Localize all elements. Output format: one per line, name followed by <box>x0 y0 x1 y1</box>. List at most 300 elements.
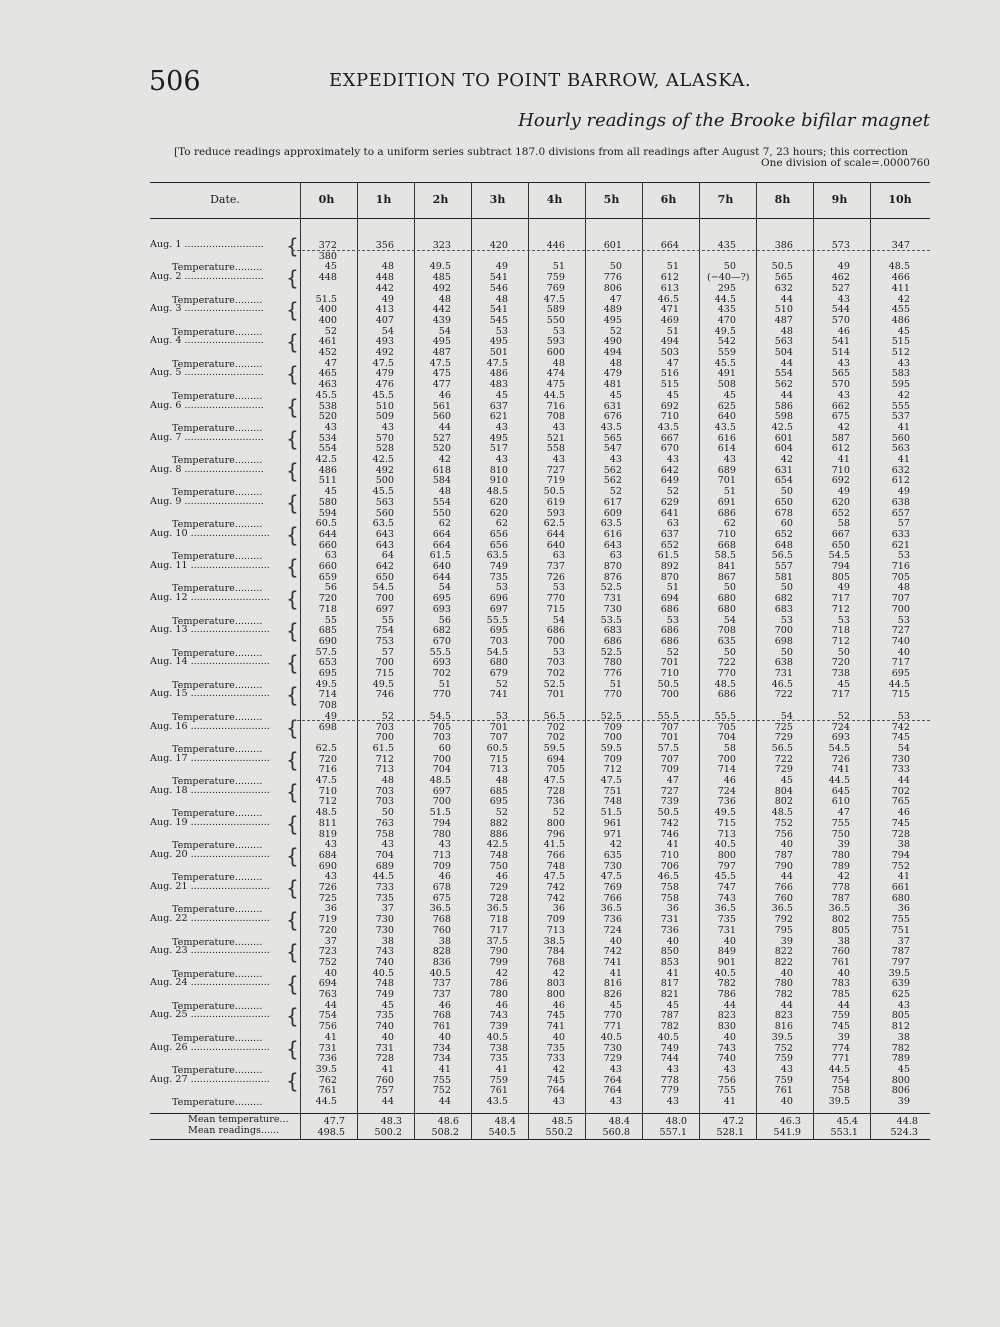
reading-cell: 703 <box>546 657 565 669</box>
reading-cell: 790 <box>489 946 508 958</box>
reading-cell: 53 <box>552 325 565 337</box>
reading-cell: 717 <box>831 593 850 605</box>
reading-cell: 759 <box>489 1074 508 1086</box>
reading-cell: 461 <box>318 336 337 348</box>
reading-cell: 53 <box>552 582 565 594</box>
reading-cell: 708 <box>546 411 565 423</box>
mean-temperature-value: 48.6 <box>437 1116 459 1127</box>
reading-cell: 718 <box>489 914 508 926</box>
date-label: Aug. 11 .......................... <box>150 560 270 571</box>
date-label: Aug. 6 .......................... <box>150 399 264 411</box>
reading-cell: 50 <box>723 582 736 594</box>
reading-cell: 704 <box>432 764 451 776</box>
reading-cell: 790 <box>774 860 793 872</box>
reading-cell: 640 <box>717 411 736 423</box>
reading-cell: 465 <box>318 368 337 380</box>
reading-cell: 52 <box>609 486 622 498</box>
reading-cell: 723 <box>318 946 337 958</box>
reading-cell: 662 <box>831 400 850 412</box>
reading-cell: 657 <box>891 507 910 519</box>
reading-cell: 733 <box>375 882 394 893</box>
date-label: Aug. 10 .......................... <box>150 527 270 539</box>
reading-cell: 55.5 <box>486 614 508 626</box>
reading-cell: 700 <box>717 753 736 765</box>
reading-cell: 53 <box>897 710 910 722</box>
reading-cell: 36.5 <box>771 903 793 915</box>
reading-cell: 509 <box>375 411 394 423</box>
bracket-brace: { <box>286 522 299 547</box>
reading-cell: 740 <box>375 956 394 968</box>
reading-cell: 43 <box>552 421 565 433</box>
reading-cell: 54 <box>381 325 394 337</box>
temperature-label: Temperature......... <box>172 326 263 338</box>
reading-cell: 53 <box>666 614 679 626</box>
reading-cell: 709 <box>432 860 451 872</box>
reading-cell: 705 <box>546 764 565 776</box>
reading-cell: 748 <box>489 849 508 861</box>
reading-cell: 901 <box>717 956 736 968</box>
reading-cell: 43 <box>552 1096 565 1107</box>
reading-cell: 42 <box>780 454 793 465</box>
date-label: Aug. 18 .......................... <box>150 784 270 796</box>
reading-cell: 731 <box>318 1042 337 1054</box>
reading-cell: 816 <box>603 978 622 990</box>
reading-cell: 46 <box>495 999 508 1011</box>
reading-cell: 44 <box>780 357 793 369</box>
reading-cell: 516 <box>660 368 679 380</box>
reading-cell: 726 <box>318 882 337 893</box>
reading-cell: 555 <box>891 400 910 412</box>
reading-cell: 710 <box>717 528 736 540</box>
reading-cell: 746 <box>375 689 394 701</box>
reading-cell: 63 <box>666 518 679 530</box>
reading-cell: 39.5 <box>771 1031 793 1043</box>
reading-cell: 640 <box>432 561 451 572</box>
reading-cell: 754 <box>831 1074 850 1086</box>
reading-cell: 48 <box>780 325 793 337</box>
reading-cell: 38 <box>837 935 850 947</box>
date-label: Aug. 27 .......................... <box>150 1073 270 1085</box>
reading-cell: 52 <box>324 325 337 337</box>
reading-cell: 650 <box>831 539 850 551</box>
reading-cell: 52 <box>666 486 679 498</box>
reading-cell: 727 <box>546 464 565 476</box>
reading-cell: 768 <box>546 956 565 968</box>
reading-cell: 38 <box>897 1031 910 1043</box>
reading-cell: 41 <box>897 421 910 433</box>
reading-cell: 562 <box>603 475 622 487</box>
bracket-brace: { <box>286 1004 299 1029</box>
reading-cell: 43 <box>897 999 910 1011</box>
reading-cell: 751 <box>891 924 910 936</box>
reading-cell: 41 <box>381 1063 394 1075</box>
reading-cell: 724 <box>717 785 736 797</box>
reading-cell: 702 <box>891 785 910 797</box>
reading-cell: 810 <box>489 464 508 476</box>
reading-cell: 52.5 <box>600 646 622 658</box>
reading-cell: 735 <box>489 1053 508 1065</box>
reading-cell: 760 <box>774 892 793 904</box>
reading-cell: 37.5 <box>486 935 508 947</box>
reading-cell: 45 <box>897 1063 910 1075</box>
reading-cell: 446 <box>546 240 565 251</box>
reading-cell: 493 <box>375 336 394 348</box>
reading-cell: 795 <box>774 924 793 936</box>
reading-cell: 527 <box>432 432 451 444</box>
reading-cell: 716 <box>891 561 910 572</box>
date-label: Aug. 1 .......................... <box>150 239 264 250</box>
reading-cell: 642 <box>660 464 679 476</box>
reading-cell: 682 <box>432 625 451 637</box>
reading-cell: 491 <box>717 368 736 380</box>
reading-cell: 43.5 <box>486 1096 508 1107</box>
mean-reading-value: 541.9 <box>773 1127 801 1138</box>
reading-cell: 736 <box>660 924 679 936</box>
reading-cell: 828 <box>432 946 451 958</box>
reading-cell: 54.5 <box>828 550 850 562</box>
reading-cell: 697 <box>375 603 394 615</box>
reading-cell: 755 <box>432 1074 451 1086</box>
reading-cell: 481 <box>603 379 622 391</box>
reading-cell: 743 <box>489 1010 508 1022</box>
reading-cell: 728 <box>489 892 508 904</box>
reading-cell: 882 <box>489 817 508 829</box>
temperature-label: Temperature......... <box>172 1064 263 1076</box>
reading-cell: 479 <box>603 368 622 380</box>
temperature-label: Temperature......... <box>172 1032 263 1044</box>
reading-cell: 826 <box>603 989 622 1000</box>
reading-cell: 742 <box>891 721 910 733</box>
reading-cell: 678 <box>774 507 793 519</box>
reading-cell: 38 <box>381 935 394 947</box>
reading-cell: 439 <box>432 314 451 326</box>
reading-cell: 768 <box>432 914 451 926</box>
reading-cell: 745 <box>546 1074 565 1086</box>
reading-cell: 43 <box>837 293 850 305</box>
reading-cell: 702 <box>546 721 565 733</box>
reading-cell: 448 <box>375 272 394 284</box>
reading-cell: 752 <box>318 956 337 968</box>
reading-cell: 625 <box>717 400 736 412</box>
reading-cell: 794 <box>831 561 850 572</box>
reading-cell: 40 <box>897 646 910 658</box>
reading-cell: 47 <box>837 807 850 819</box>
reading-cell: 649 <box>660 475 679 487</box>
mean-temperature-value: 47.7 <box>323 1116 345 1127</box>
reading-cell: 47.5 <box>315 775 337 786</box>
reading-cell: 703 <box>375 785 394 797</box>
reading-cell: 720 <box>318 593 337 605</box>
reading-cell: 42 <box>552 967 565 979</box>
reading-cell: 40.5 <box>429 967 451 979</box>
reading-cell: 584 <box>432 475 451 487</box>
reading-cell: 756 <box>318 1021 337 1033</box>
reading-cell: 471 <box>660 304 679 316</box>
reading-cell: 757 <box>375 1085 394 1097</box>
reading-cell: 52.5 <box>600 582 622 594</box>
reading-cell: 747 <box>717 882 736 893</box>
temperature-label: Temperature......... <box>172 519 263 531</box>
reading-cell: 59.5 <box>600 742 622 754</box>
reading-cell: 52 <box>609 325 622 337</box>
reading-cell: 47.5 <box>543 775 565 786</box>
reading-cell: 805 <box>891 1010 910 1022</box>
reading-cell: 50.5 <box>657 807 679 819</box>
temperature-label: Temperature......... <box>172 615 263 627</box>
reading-cell: 48 <box>438 293 451 305</box>
reading-cell: 762 <box>318 1074 337 1086</box>
reading-cell: 741 <box>546 1021 565 1033</box>
reading-cell: 660 <box>318 539 337 551</box>
reading-cell: 48 <box>495 775 508 786</box>
reading-cell: 642 <box>375 561 394 572</box>
bracket-brace: { <box>286 234 299 258</box>
reading-cell: 745 <box>831 1021 850 1033</box>
reading-cell: 750 <box>831 828 850 840</box>
reading-cell: 40.5 <box>486 1031 508 1043</box>
reading-cell: 700 <box>546 635 565 647</box>
reading-cell: 700 <box>432 753 451 765</box>
column-divider <box>699 182 700 1139</box>
mean-reading-value: 540.5 <box>488 1127 516 1138</box>
reading-cell: 53 <box>552 646 565 658</box>
reading-cell: 789 <box>831 860 850 872</box>
reading-cell: 758 <box>660 892 679 904</box>
reading-cell: 455 <box>891 304 910 316</box>
reading-cell: 759 <box>774 1074 793 1086</box>
reading-cell: 750 <box>489 860 508 872</box>
reading-cell: 51 <box>552 261 565 273</box>
reading-cell: 42 <box>438 454 451 465</box>
reading-cell: 46 <box>438 999 451 1011</box>
reading-cell: 55.5 <box>429 646 451 658</box>
reading-cell: 705 <box>891 571 910 583</box>
bracket-brace: { <box>286 940 299 965</box>
reading-cell: 771 <box>831 1053 850 1065</box>
reading-cell: 770 <box>603 1010 622 1022</box>
reading-cell: 739 <box>660 796 679 808</box>
reading-cell: 797 <box>717 860 736 872</box>
reading-cell: 487 <box>774 314 793 326</box>
reading-cell: 870 <box>660 571 679 583</box>
reading-cell: 43 <box>666 454 679 465</box>
reading-cell: 729 <box>603 1053 622 1065</box>
reading-cell: 50.5 <box>657 678 679 690</box>
reading-cell: 463 <box>318 379 337 391</box>
reading-cell: 696 <box>489 593 508 605</box>
table-subtitle: Hourly readings of the Brooke bifilar magnet <box>518 110 930 131</box>
reading-cell: 796 <box>546 828 565 840</box>
reading-cell: 742 <box>546 892 565 904</box>
reading-cell: 560 <box>375 507 394 519</box>
mean-temperature-value: 48.4 <box>608 1116 630 1127</box>
reading-cell: 49 <box>837 582 850 594</box>
reading-cell: 697 <box>489 603 508 615</box>
reading-cell: 36 <box>552 903 565 915</box>
reading-cell: 730 <box>603 1042 622 1054</box>
reading-cell: 639 <box>891 978 910 990</box>
reading-cell: 758 <box>660 882 679 893</box>
column-divider <box>357 182 358 1139</box>
reading-cell: 487 <box>432 347 451 358</box>
reading-cell: 45 <box>324 486 337 498</box>
hour-column-header: 6h <box>660 193 677 206</box>
reading-cell: 731 <box>717 924 736 936</box>
reading-cell: 740 <box>717 1053 736 1065</box>
reading-cell: 613 <box>660 282 679 294</box>
temperature-label: Temperature......... <box>172 262 263 274</box>
reading-cell: 62 <box>723 518 736 530</box>
reading-cell: 44.5 <box>888 678 910 690</box>
date-label: Aug. 26 .......................... <box>150 1041 270 1053</box>
reading-cell: 47.5 <box>600 871 622 883</box>
reading-cell: 48.5 <box>486 486 508 498</box>
reading-cell: (−40—?) <box>707 272 750 284</box>
reading-cell: 62 <box>438 518 451 530</box>
reading-cell: 492 <box>375 464 394 476</box>
reading-cell: 45 <box>837 678 850 690</box>
reading-cell: 39 <box>837 1031 850 1043</box>
reading-cell: 573 <box>831 240 850 251</box>
reading-cell: 805 <box>831 924 850 936</box>
reading-cell: 40 <box>609 935 622 947</box>
temperature-label: Temperature......... <box>172 422 263 434</box>
reading-cell: 667 <box>831 528 850 540</box>
reading-cell: 46.5 <box>657 293 679 305</box>
reading-cell: 380 <box>318 250 337 262</box>
reading-cell: 708 <box>717 625 736 637</box>
reading-cell: 45.5 <box>714 871 736 883</box>
reading-cell: 612 <box>891 475 910 487</box>
bracket-brace: { <box>286 330 299 355</box>
reading-cell: 836 <box>432 956 451 968</box>
reading-cell: 295 <box>717 282 736 294</box>
reading-cell: 52 <box>381 710 394 722</box>
reading-cell: 44 <box>381 1096 394 1107</box>
reading-cell: 54.5 <box>828 742 850 754</box>
reading-cell: 735 <box>546 1042 565 1054</box>
reading-cell: 736 <box>603 914 622 926</box>
reading-cell: 48.5 <box>714 678 736 690</box>
reading-cell: 780 <box>831 849 850 861</box>
reading-cell: 45 <box>495 389 508 401</box>
reading-cell: 695 <box>432 593 451 605</box>
mean-reading-value: 500.2 <box>374 1127 402 1138</box>
reading-cell: 787 <box>891 946 910 958</box>
reading-cell: 961 <box>603 817 622 829</box>
temperature-label: Temperature......... <box>172 840 263 852</box>
reading-cell: 812 <box>891 1021 910 1033</box>
reading-cell: 695 <box>489 796 508 808</box>
reading-cell: 41 <box>837 454 850 465</box>
reading-cell: 47 <box>609 293 622 305</box>
reading-cell: 51 <box>666 325 679 337</box>
reading-cell: 550 <box>546 314 565 326</box>
reading-cell: 766 <box>546 849 565 861</box>
reading-cell: 64 <box>381 550 394 562</box>
reading-cell: 45.5 <box>372 389 394 401</box>
date-label: Aug. 9 .......................... <box>150 495 264 507</box>
reading-cell: 675 <box>432 892 451 904</box>
reading-cell: 53 <box>495 710 508 722</box>
reading-cell: 38 <box>438 935 451 947</box>
reading-cell: 794 <box>432 817 451 829</box>
reading-cell: 692 <box>831 475 850 487</box>
reading-cell: 680 <box>717 603 736 615</box>
reading-cell: 752 <box>891 860 910 872</box>
reading-cell: 42 <box>837 421 850 433</box>
reading-cell: 694 <box>318 978 337 990</box>
reading-cell: 43 <box>837 389 850 401</box>
reading-cell: 700 <box>774 625 793 637</box>
reading-cell: 36 <box>666 903 679 915</box>
reading-cell: 731 <box>603 593 622 605</box>
reading-cell: 701 <box>717 475 736 487</box>
reading-cell: 39 <box>897 1096 910 1107</box>
reading-cell: 637 <box>660 528 679 540</box>
bracket-brace: { <box>286 619 299 644</box>
mean-reading-value: 508.2 <box>431 1127 459 1138</box>
reading-cell: 42 <box>897 293 910 305</box>
reading-cell: 40.5 <box>600 1031 622 1043</box>
temperature-label: Temperature......... <box>172 776 263 787</box>
reading-cell: 41 <box>495 1063 508 1075</box>
mean-temperature-value: 48.4 <box>494 1116 516 1127</box>
temperature-label: Temperature......... <box>172 968 263 980</box>
reading-cell: 52 <box>666 646 679 658</box>
reading-cell: 694 <box>546 753 565 765</box>
reading-cell: 612 <box>831 443 850 455</box>
reading-cell: 61.5 <box>657 550 679 562</box>
reading-cell: 510 <box>774 304 793 316</box>
reading-cell: 759 <box>546 272 565 284</box>
running-title: EXPEDITION TO POINT BARROW, ALASKA. <box>329 70 752 91</box>
reading-cell: 53.5 <box>600 614 622 626</box>
reading-cell: 51.5 <box>600 807 622 819</box>
date-label: Aug. 5 .......................... <box>150 367 264 379</box>
reading-cell: 758 <box>831 1085 850 1097</box>
reading-cell: 512 <box>891 347 910 358</box>
reading-cell: 45 <box>780 775 793 786</box>
reading-cell: 554 <box>318 443 337 455</box>
reading-cell: 54.5 <box>372 582 394 594</box>
reading-cell: 738 <box>831 668 850 679</box>
temperature-label: Temperature......... <box>172 1097 263 1108</box>
reading-cell: 612 <box>660 272 679 284</box>
date-column-header: Date. <box>210 193 240 206</box>
reading-cell: 660 <box>318 561 337 572</box>
hour-column-header: 0h <box>318 193 335 206</box>
date-label: Aug. 7 .......................... <box>150 431 264 443</box>
reading-cell: 702 <box>432 668 451 679</box>
reading-cell: 44 <box>324 999 337 1011</box>
reading-cell: 545 <box>489 314 508 326</box>
temperature-label: Temperature......... <box>172 808 263 820</box>
reading-cell: 786 <box>717 989 736 1000</box>
reading-cell: 46 <box>495 871 508 883</box>
reading-cell: 36.5 <box>429 903 451 915</box>
reading-cell: 63.5 <box>600 518 622 530</box>
reading-cell: 620 <box>831 496 850 508</box>
reading-cell: 41 <box>897 871 910 883</box>
reading-cell: 52 <box>552 807 565 819</box>
reading-cell: 744 <box>660 1053 679 1065</box>
reading-cell: 776 <box>603 668 622 679</box>
reading-cell: 504 <box>774 347 793 358</box>
reading-cell: 50 <box>609 261 622 273</box>
reading-cell: 44 <box>780 389 793 401</box>
reading-cell: 538 <box>318 400 337 412</box>
